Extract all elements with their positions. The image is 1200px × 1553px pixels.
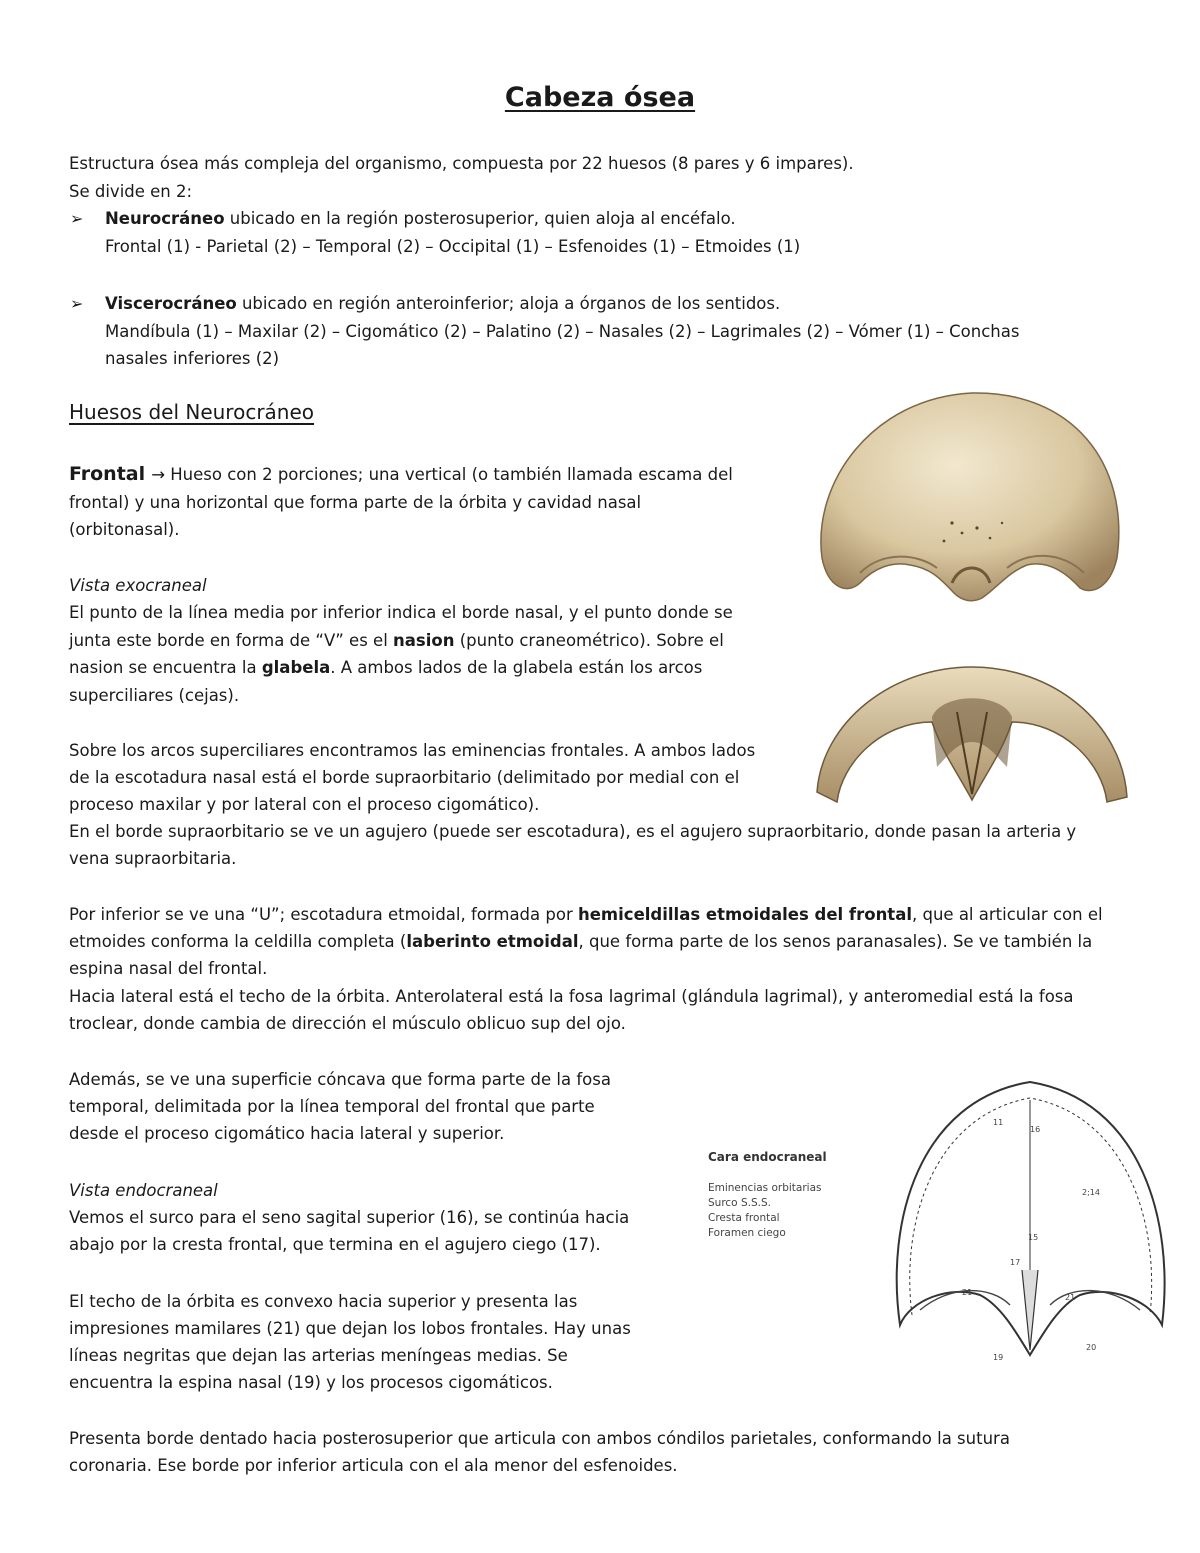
figure-legend-title: Cara endocraneal [708, 1150, 827, 1164]
endo-p2-line-4: encuentra la espina nasal (19) y los procesos cigomáticos. [69, 1373, 553, 1392]
frontal-intro-line-1 [69, 460, 733, 489]
endo-heading [69, 1177, 218, 1205]
endo-p2-line-1: El techo de la órbita es convexo hacia superior y presenta las [69, 1292, 578, 1311]
exo-line-2-c: (punto craneométrico). Sobre el [454, 631, 724, 650]
exo-heading [69, 572, 207, 600]
frontal-heading: Frontal [69, 463, 146, 485]
viscerocraneo-bones: Mandíbula (1) – Maxilar (2) – Cigomático (2) – Palatino (2) – Nasales (2) – Lagrimales (2) – Vómer (1) – Conchas [105, 322, 1020, 341]
endo-p3-line-2: coronaria. Ese borde por inferior articula con el ala menor del esfenoides. [69, 1456, 678, 1475]
legend-item: Foramen ciego [708, 1227, 786, 1239]
exo-p3-line-2-c: , que forma parte de los senos paranasales). Se ve también la [578, 932, 1093, 951]
exo-line-2 [69, 627, 724, 655]
frontal-intro-line-2: frontal) y una horizontal que forma parte de la órbita y cavidad nasal [69, 493, 642, 512]
exo-p3-line-5: troclear, donde cambia de dirección el músculo oblicuo sup del ojo. [69, 1014, 626, 1033]
exo-p2-line-4: En el borde supraorbitario se ve un agujero (puede ser escotadura), es el agujero supraorbitario, donde pasan la arteria y [69, 822, 1077, 841]
exo-p3-line-4: Hacia lateral está el techo de la órbita. Anterolateral está la fosa lagrimal (glándula lagrimal), y anteromedial está la fosa [69, 987, 1074, 1006]
endo-p2-line-2: impresiones mamilares (21) que dejan los lobos frontales. Hay unas [69, 1319, 631, 1338]
endo-line-1: Vemos el surco para el seno sagital superior (16), se continúa hacia [69, 1208, 630, 1227]
exo-p4-line-1: Además, se ve una superficie cóncava que forma parte de la fosa [69, 1070, 611, 1089]
label-17: 17 [1010, 1258, 1021, 1267]
bullet-neurocraneo-text: ubicado en la región posterosuperior, quien aloja al encéfalo. [224, 209, 736, 228]
frontal-bone-inferior-figure [812, 662, 1130, 807]
exo-p3-line-1-c: , que al articular con el [912, 905, 1103, 924]
section-heading: Huesos del Neurocráneo [69, 400, 315, 424]
exo-heading-text: Vista exocraneal [69, 576, 207, 595]
frontal-bone-endocranial-figure [880, 1070, 1180, 1370]
exo-p3-line-1 [69, 901, 1103, 929]
exo-p2-line-2: de la escotadura nasal está el borde supraorbitario (delimitado por medial con el [69, 768, 740, 787]
legend-item: Cresta frontal [708, 1212, 780, 1224]
legend-item: Eminencias orbitarias [708, 1182, 822, 1194]
endo-p3-line-1: Presenta borde dentado hacia posterosuperior que articula con ambos cóndilos parietales, conformando la sutura [69, 1429, 1010, 1448]
exo-line-4: superciliares (cejas). [69, 686, 240, 705]
exo-p3-line-2 [69, 928, 1092, 956]
endo-line-2: abajo por la cresta frontal, que termina en el agujero ciego (17). [69, 1235, 601, 1254]
term-laberinto: laberinto etmoidal [406, 932, 579, 951]
label-11: 11 [993, 1118, 1004, 1127]
bullet-neurocraneo-bold: Neurocráneo [105, 209, 225, 228]
exo-line-1: El punto de la línea media por inferior indica el borde nasal, y el punto donde se [69, 603, 733, 622]
frontal-intro-text: Hueso con 2 porciones; una vertical (o también llamada escama del [165, 465, 733, 484]
exo-line-3-a: nasion se encuentra la [69, 658, 262, 677]
frontal-intro-line-3: (orbitonasal). [69, 520, 180, 539]
exo-line-3-c: . A ambos lados de la glabela están los arcos [330, 658, 703, 677]
label-16: 16 [1030, 1125, 1041, 1134]
frontal-bone-anterior-figure [812, 383, 1130, 605]
label-2-14: 2;14 [1082, 1188, 1100, 1197]
exo-p3-line-1-a: Por inferior se ve una “U”; escotadura etmoidal, formada por [69, 905, 578, 924]
label-21-right: 21 [1065, 1293, 1076, 1302]
legend-item: Surco S.S.S. [708, 1197, 771, 1209]
exo-p4-line-3: desde el proceso cigomático hacia lateral y superior. [69, 1124, 505, 1143]
label-20: 20 [1086, 1343, 1097, 1352]
neurocraneo-bones: Frontal (1) - Parietal (2) – Temporal (2) – Occipital (1) – Esfenoides (1) – Etmoides (1) [105, 237, 801, 256]
intro-line-2: Se divide en 2: [69, 182, 193, 201]
exo-p3-line-3: espina nasal del frontal. [69, 959, 268, 978]
exo-p3-line-2-a: etmoides conforma la celdilla completa ( [69, 932, 407, 951]
exo-line-2-a: junta este borde en forma de “V” es el [69, 631, 394, 650]
exo-line-3 [69, 654, 702, 682]
bullet-viscerocraneo-bold: Viscerocráneo [105, 294, 237, 313]
term-glabela: glabela [261, 658, 331, 677]
page-title: Cabeza ósea [504, 82, 696, 113]
term-nasion: nasion [393, 631, 455, 650]
exo-p2-line-3: proceso maxilar y por lateral con el proceso cigomático). [69, 795, 540, 814]
arrow-right-icon: → [151, 465, 166, 484]
bullet-arrow-icon: ➢ [70, 209, 84, 228]
exo-p2-line-1: Sobre los arcos superciliares encontramos las eminencias frontales. A ambos lados [69, 741, 756, 760]
exo-p4-line-2: temporal, delimitada por la línea temporal del frontal que parte [69, 1097, 595, 1116]
bullet-viscerocraneo [105, 290, 780, 318]
term-hemiceldillas: hemiceldillas etmoidales del frontal [578, 905, 912, 924]
bullet-neurocraneo [105, 205, 736, 233]
label-21-left: 21 [962, 1288, 973, 1297]
viscerocraneo-bones-cont: nasales inferiores (2) [105, 349, 280, 368]
label-19: 19 [993, 1353, 1004, 1362]
bullet-viscerocraneo-text: ubicado en región anteroinferior; aloja a órganos de los sentidos. [236, 294, 781, 313]
bullet-arrow-icon: ➢ [70, 294, 84, 313]
label-15: 15 [1028, 1233, 1039, 1242]
intro-line-1: Estructura ósea más compleja del organismo, compuesta por 22 huesos (8 pares y 6 impares). [69, 154, 854, 173]
endo-p2-line-3: líneas negritas que dejan las arterias meníngeas medias. Se [69, 1346, 568, 1365]
endo-heading-text: Vista endocraneal [69, 1181, 218, 1200]
exo-p2-line-5: vena supraorbitaria. [69, 849, 237, 868]
